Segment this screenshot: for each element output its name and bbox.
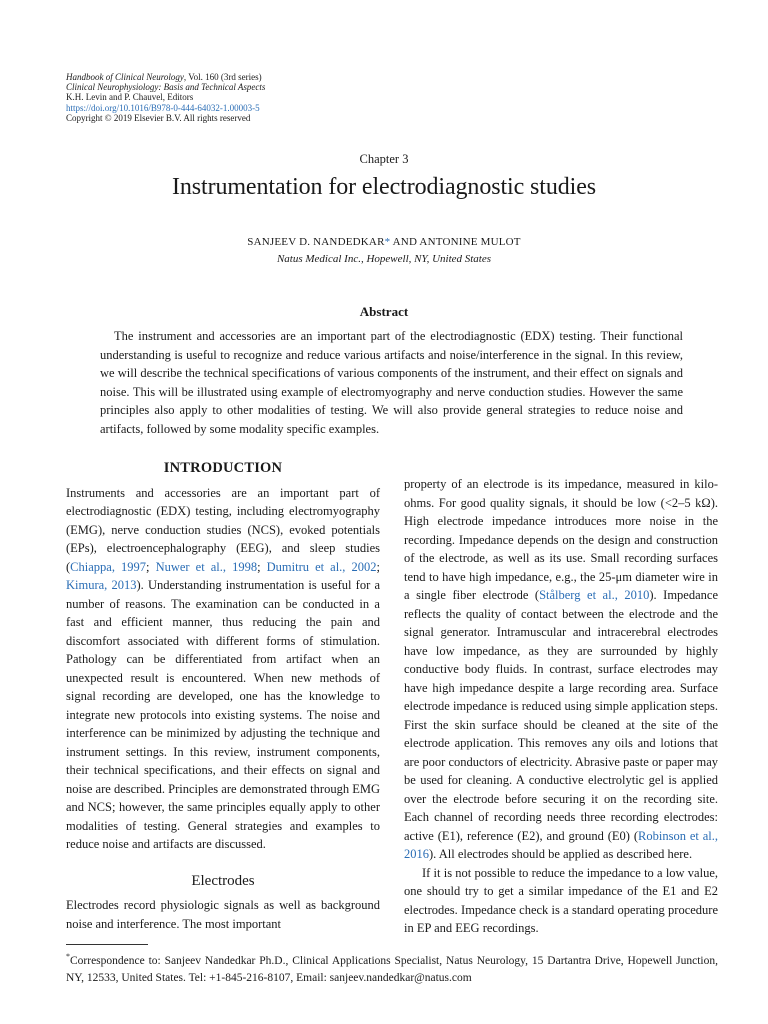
volume-title: Clinical Neurophysiology: Basis and Technical Aspects [66, 82, 266, 93]
editors-line: K.H. Levin and P. Chauvel, Editors [66, 92, 194, 103]
footnote-divider [66, 944, 148, 945]
citation-link[interactable]: Stålberg et al., 2010 [539, 588, 650, 602]
chapter-label: Chapter 3 [359, 152, 409, 166]
electrodes-heading: Electrodes [191, 872, 255, 889]
book-header [66, 72, 265, 123]
electrodes-paragraph: Electrodes record physiologic signals as well as background noise and interference. The most important [66, 898, 380, 931]
authors-line [0, 236, 768, 248]
copyright-line: Copyright © 2019 Elsevier B.V. All rights reserved [66, 112, 251, 123]
electrodes-text: ). All electrodes should be applied as described here. [429, 847, 693, 861]
citation-link[interactable]: Kimura, 2013 [66, 578, 137, 592]
electrodes-text: property of an electrode is its impedance, measured in kilo-ohms. For good quality signals, it should be low (<2–5 kΩ). High electrode impedance introduces more noise in the recording. Impedance depends on the design and construction of the electrode, as well as its use. Small recording surfaces tend to have high impedance, e.g., the 25-μm diameter wire in a single fiber electrode ( [404, 477, 718, 602]
citation-link[interactable]: Robinson et al., 2016 [404, 828, 718, 861]
introduction-heading: INTRODUCTION [163, 460, 283, 476]
electrodes-text: ). Impedance reflects the quality of contact between the electrode and the signal generator. Intramuscular and intracerebral electrodes have low impedance, as they are surrounded by highly conductive body fluids. In contrast, surface electrodes may have high impedance despite a large recording area. Surface electrode impedance is reduced using simple application steps. First the skin surface should be cleaned at the site of the electrode application. This removes any oils and lotions that are poor conductors of electricity. Abrasive paste or paper may be used for cleaning. A conductive electrolytic gel is applied over the electrode before securing it on the recording site. Each channel of recording needs three recording electrodes: active (E1), reference (E2), and ground (E0) ( [404, 588, 718, 843]
citation-link[interactable]: Chiappa, 1997 [70, 559, 147, 574]
affiliation: Natus Medical Inc., Hopewell, NY, United States [276, 253, 492, 265]
series-line: Handbook of Clinical Neurology, Vol. 160 (3rd series) [66, 72, 262, 82]
introduction-paragraph: Instruments and accessories are an important part of electrodiagnostic (EDX) testing, including electromyography (EMG), nerve conduction studies (NCS), evoked potentials (EPs), electroencephalography (EEG), and sleep studies (Chiappa, 1997; Nuwer et al., 1998; Dumitru et al., 2002; Kimura, 2013). Understanding instrumentation is useful for a number of reasons. The examination can be conducted in a fast and efficient manner, thus reducing the pain and discomfort associated with different forms of stimulation. Pathology can be differentiated from artifact when an unexpected result is encountered. When new methods of signal recording are developed, one has the knowledge to integrate new protocols into existing systems. The noise and interference can be minimized by adjusting the technique and instrument settings. In this review, instrument components, their technical specifications, and their effects on signal and noise are described. Principles are demonstrated through EMG and NCS; however, the same principles equally apply to other modalities of testing. General strategies and examples to reduce noise and artifacts are discussed. [66, 485, 380, 851]
abstract-text: The instrument and accessories are an important part of the electrodiagnostic (EDX) testing. Their functional understanding is useful to recognize and reduce various artifacts and noise/interference in the signal. In this review, we will describe the technical specifications of various components of the instrument, and their effect on signals and noise. This will be illustrated using example of electromyography and nerve conduction studies. However the same principles also apply to other modalities of testing. We will also provide general strategies to reduce noise and artifacts, followed by some modality specific examples. [100, 329, 683, 436]
correspondence-marker[interactable]: * [384, 236, 391, 248]
right-column [404, 475, 718, 938]
correspondence-footnote: *Correspondence to: Sanjeev Nandedkar Ph.D., Clinical Applications Specialist, Natus Neurology, 15 Dartantra Drive, Hopewell Junction, NY, 12533, United States. Tel: +1-845-216-8107, Email: sanjeev.nandedkar@natus.com [66, 952, 718, 984]
abstract-heading: Abstract [359, 304, 409, 319]
citation-link[interactable]: Dumitru et al., 2002 [266, 559, 377, 574]
author-name: SANJEEV D. NANDEDKAR [247, 236, 385, 248]
doi-link[interactable]: https://doi.org/10.1016/B978-0-444-64032-1.00003-5 [66, 102, 260, 113]
electrodes-paragraph-2: If it is not possible to reduce the impedance to a low value, one should try to get a similar impedance of the E1 and E2 electrodes. Impedance check is a standard operating procedure in EP and EEG recordings. [404, 865, 718, 935]
left-column [66, 459, 380, 933]
chapter-title: Instrumentation for electrodiagnostic studies [171, 174, 597, 200]
electrodes-paragraph-continued [404, 475, 718, 864]
coauthor-name: AND ANTONINE MULOT [390, 236, 521, 248]
citation-link[interactable]: Nuwer et al., 1998 [155, 559, 258, 574]
